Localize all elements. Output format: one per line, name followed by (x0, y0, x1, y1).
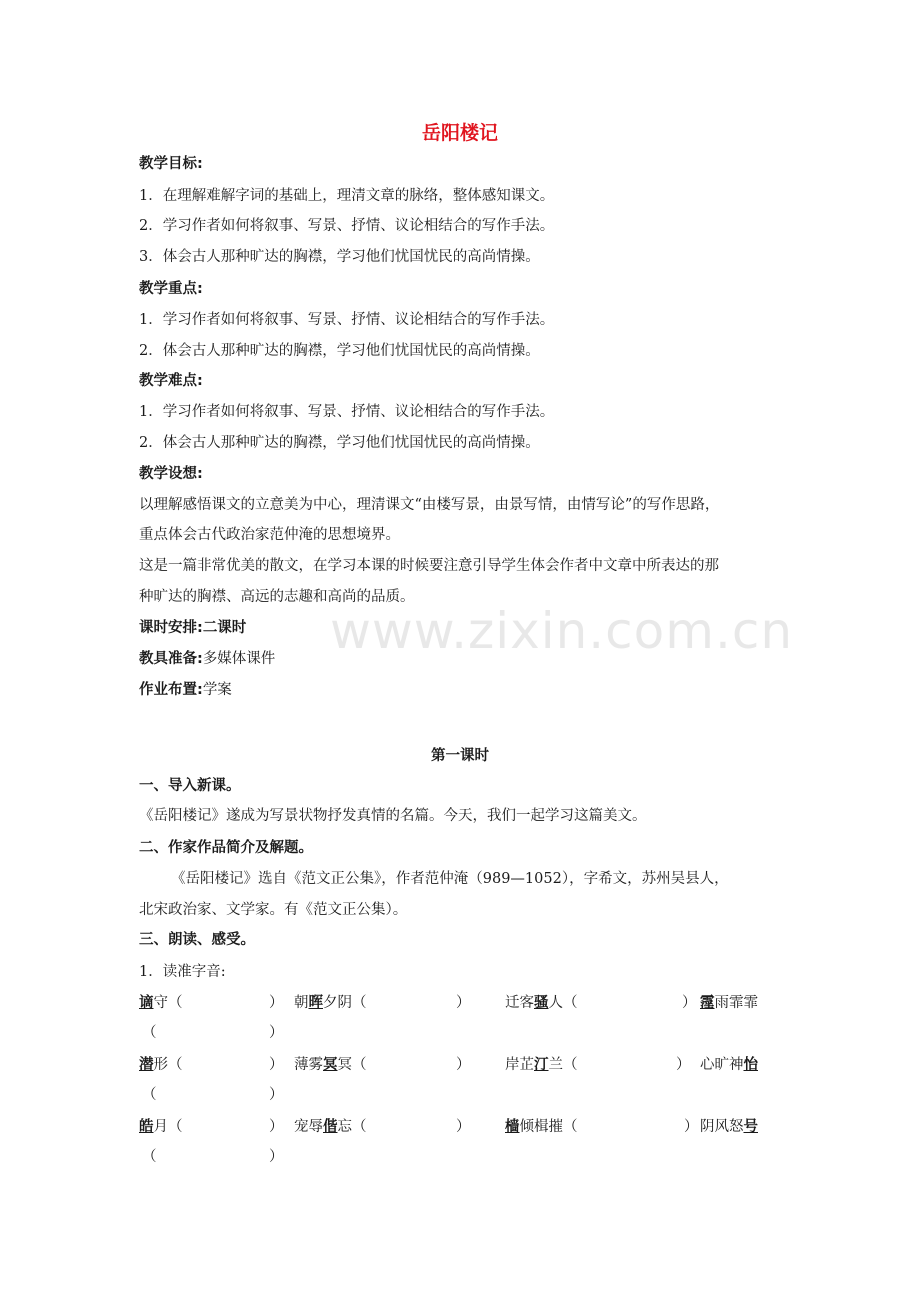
design-heading: 教学设想: (139, 466, 203, 482)
section2-line: 北宋政治家、文学家。有《范文正公集）。 (139, 902, 408, 918)
paren-close: ） (456, 995, 471, 1011)
paren-close: ） (684, 1119, 699, 1135)
design-line: 以理解感悟课文的立意美为中心，理清课文“由楼写景，由景写情，由情写论”的写作思路， (139, 497, 720, 513)
difficulty-item: 2．体会古人那种旷达的胸襟，学习他们忧国忧民的高尚情操。 (139, 435, 540, 451)
section1-heading: 一、导入新课。 (139, 778, 241, 794)
key-item: 2．体会古人那种旷达的胸襟，学习他们忧国忧民的高尚情操。 (139, 343, 540, 359)
paren-close: ） (682, 995, 697, 1011)
paren-open: （ (142, 1149, 157, 1165)
pron-word: 霪雨霏霏 (700, 995, 758, 1011)
watermark: www.zixin.com.cn (330, 602, 794, 660)
paren-open: （ (142, 1087, 157, 1103)
difficulty-item: 1．学习作者如何将叙事、写景、抒情、议论相结合的写作手法。 (139, 404, 555, 420)
pron-word: 潜形（ (139, 1057, 183, 1073)
document-title: 岳阳楼记 (421, 122, 498, 144)
section2-line: 《岳阳楼记》选自《范文正公集》，作者范仲淹（989—1052），字希文，苏州吴县人， (171, 871, 729, 887)
schedule-value: 二课时 (202, 620, 247, 636)
paren-close: ） (456, 1119, 471, 1135)
section3-heading: 三、朗读、感受。 (139, 932, 255, 948)
tools-row (139, 649, 789, 669)
pron-word: 岸芷汀兰（ (505, 1057, 578, 1073)
section3-item: 1．读准字音: (139, 964, 226, 980)
tools-label: 教具准备: (139, 651, 203, 667)
schedule-row (139, 618, 789, 638)
pron-word: 谪守（ (139, 995, 183, 1011)
design-line: 重点体会古代政治家范仲淹的思想境界。 (139, 527, 400, 543)
paren-close: ） (676, 1057, 691, 1073)
difficulty-heading: 教学难点: (139, 373, 203, 389)
paren-close: ） (269, 995, 284, 1011)
paren-close: ） (269, 1087, 284, 1103)
section1-text: 《岳阳楼记》遂成为写景状物抒发真情的名篇。今天，我们一起学习这篇美文。 (139, 808, 647, 824)
pron-word: 阴风怒号 (700, 1119, 758, 1135)
pron-word: 樯倾楫摧（ (505, 1119, 578, 1135)
paren-close: ） (269, 1149, 284, 1165)
paren-close: ） (269, 1119, 284, 1135)
pron-word: 心旷神怡 (700, 1057, 758, 1073)
homework-row (139, 680, 789, 700)
key-heading: 教学重点: (139, 281, 203, 297)
goal-item: 2．学习作者如何将叙事、写景、抒情、议论相结合的写作手法。 (139, 218, 555, 234)
section2-heading: 二、作家作品简介及解题。 (139, 840, 313, 856)
design-line: 这是一篇非常优美的散文，在学习本课的时候要注意引导学生体会作者中文章中所表达的那 (139, 558, 719, 574)
lesson-title: 第一课时 (431, 748, 489, 764)
goal-item: 3．体会古人那种旷达的胸襟，学习他们忧国忧民的高尚情操。 (139, 249, 540, 265)
pron-word: 迁客骚人（ (505, 995, 578, 1011)
homework-value: 学案 (202, 682, 232, 698)
paren-close: ） (456, 1057, 471, 1073)
pron-word: 朝晖夕阴（ (294, 995, 367, 1011)
goals-heading: 教学目标: (139, 156, 203, 172)
schedule-label: 课时安排: (139, 620, 203, 636)
key-item: 1．学习作者如何将叙事、写景、抒情、议论相结合的写作手法。 (139, 312, 555, 328)
pron-word: 皓月（ (139, 1119, 183, 1135)
design-line: 种旷达的胸襟、高远的志趣和高尚的品质。 (139, 589, 415, 605)
paren-close: ） (269, 1025, 284, 1041)
pron-word: 薄雾冥冥（ (294, 1057, 367, 1073)
paren-close: ） (269, 1057, 284, 1073)
paren-open: （ (142, 1025, 157, 1041)
goal-item: 1．在理解难解字词的基础上，理清文章的脉络，整体感知课文。 (139, 188, 555, 204)
pron-word: 宠辱偕忘（ (294, 1119, 367, 1135)
tools-value: 多媒体课件 (202, 651, 276, 667)
homework-label: 作业布置: (139, 682, 203, 698)
